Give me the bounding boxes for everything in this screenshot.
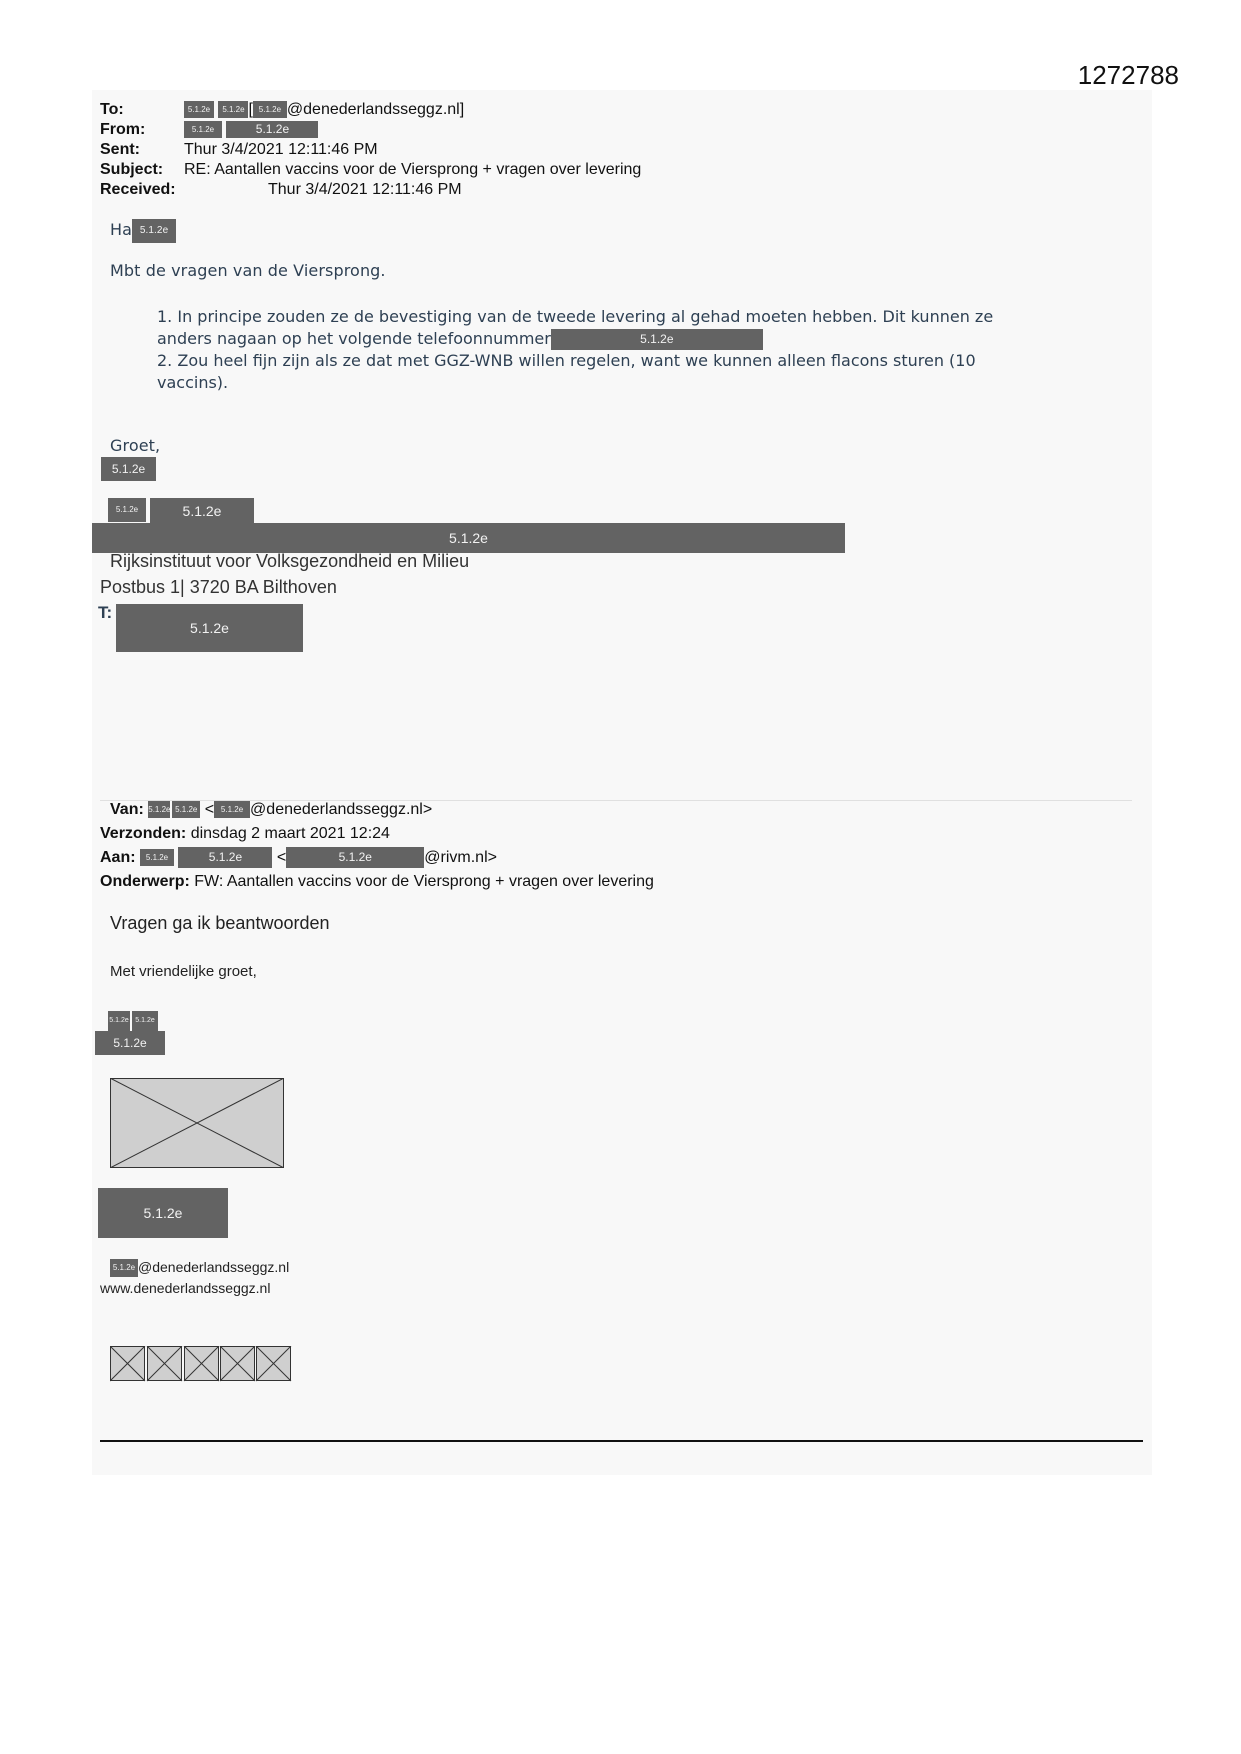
redaction: 5.1.2e <box>108 1011 130 1031</box>
email-address-row <box>110 1257 289 1277</box>
redaction: 5.1.2e <box>108 498 146 522</box>
redaction: 5.1.2e <box>226 121 318 138</box>
redaction: 5.1.2e <box>148 801 170 818</box>
org-name: Rijksinstituut voor Volksgezondheid en Milieu <box>110 551 470 571</box>
address: Postbus 1| 3720 BA Bilthoven <box>100 577 337 597</box>
from-row <box>100 120 318 140</box>
verzonden-label: Verzonden: <box>100 825 187 842</box>
verzonden-row <box>100 822 390 846</box>
social-broken-image-icon <box>184 1346 219 1381</box>
onderwerp-row <box>100 870 654 894</box>
aan-label: Aan: <box>100 849 136 866</box>
redaction: 5.1.2e <box>218 101 248 118</box>
to-address-suffix: @denederlandsseggz.nl] <box>286 101 465 118</box>
aan-row: Aan: 5.1.2e 5.1.2e < 5.1.2e @rivm.nl> <box>100 846 497 870</box>
subject-label: Subject: <box>100 161 164 178</box>
greeting <box>110 218 176 243</box>
redaction: 5.1.2e <box>110 1259 138 1277</box>
list-item-2-line-1: 2. Zou heel fijn zijn als ze dat met GGZ-WNB willen regelen, want we kunnen alleen flacons sturen (10 <box>157 351 976 370</box>
bottom-rule <box>100 1440 1143 1442</box>
redaction: 5.1.2e <box>95 1031 165 1055</box>
van-label: Van: <box>110 801 144 818</box>
social-icons-row <box>110 1346 292 1382</box>
van-row: Van: 5.1.2e 5.1.2e < 5.1.2e @denederlandsseggz.nl> <box>110 801 433 818</box>
aan-address-suffix: @rivm.nl> <box>424 849 497 866</box>
redaction: 5.1.2e <box>98 1188 228 1238</box>
redaction: 5.1.2e <box>178 847 272 868</box>
social-broken-image-icon <box>147 1346 182 1381</box>
received-row <box>100 180 462 200</box>
onderwerp-value: FW: Aantallen vaccins voor de Viersprong + vragen over levering <box>194 873 654 890</box>
redaction: 5.1.2e <box>92 523 845 553</box>
sent-label: Sent: <box>100 141 140 158</box>
van-address-suffix: @denederlandsseggz.nl> <box>250 801 433 818</box>
website-text: www.denederlandsseggz.nl <box>100 1280 271 1296</box>
redaction: 5.1.2e <box>116 604 303 652</box>
redaction: 5.1.2e <box>150 498 254 524</box>
to-row: To: 5.1.2e 5.1.2e [ 5.1.2e @denederlandsseggz.nl] <box>100 101 465 118</box>
redaction: 5.1.2e <box>286 847 424 868</box>
phone-label: T: <box>98 603 113 622</box>
redaction: 5.1.2e <box>184 101 214 118</box>
closing-text-2: Met vriendelijke groet, <box>110 963 257 980</box>
received-label: Received: <box>100 181 176 198</box>
onderwerp-label: Onderwerp: <box>100 873 190 890</box>
social-broken-image-icon <box>110 1346 145 1381</box>
redaction: 5.1.2e <box>132 1011 158 1031</box>
redaction: 5.1.2e <box>140 849 174 866</box>
from-label: From: <box>100 121 146 138</box>
sent-row <box>100 140 378 160</box>
closing-text: Groet, <box>110 436 161 455</box>
redaction: 5.1.2e <box>132 219 176 243</box>
to-label: To: <box>100 101 124 118</box>
redaction: 5.1.2e <box>253 101 287 118</box>
received-value: Thur 3/4/2021 12:11:46 PM <box>268 181 462 198</box>
sent-value: Thur 3/4/2021 12:11:46 PM <box>184 141 378 158</box>
subject-value: RE: Aantallen vaccins voor de Viersprong + vragen over levering <box>184 161 642 178</box>
list-item-2-line-2: vaccins). <box>157 373 229 392</box>
redaction: 5.1.2e <box>101 457 156 481</box>
redaction: 5.1.2e <box>172 801 200 818</box>
list-item-1-line-1: 1. In principe zouden ze de bevestiging van de tweede levering al gehad moeten hebben. Dit kunnen ze <box>157 307 994 326</box>
redaction: 5.1.2e <box>184 121 222 138</box>
social-broken-image-icon <box>220 1346 255 1381</box>
email-address-suffix: @denederlandsseggz.nl <box>138 1259 290 1275</box>
redaction: 5.1.2e <box>551 329 763 350</box>
answer-list <box>157 306 1087 394</box>
broken-image-icon <box>110 1078 284 1168</box>
subject-row <box>100 160 641 180</box>
intro-text: Mbt de vragen van de Viersprong. <box>110 261 386 280</box>
verzonden-value: dinsdag 2 maart 2021 12:24 <box>190 825 390 842</box>
list-item-1-line-2: anders nagaan op het volgende telefoonnummer 5.1.2e <box>157 328 1087 350</box>
social-broken-image-icon <box>256 1346 291 1381</box>
document-number: 1272788 <box>1077 60 1179 90</box>
body-text: Vragen ga ik beantwoorden <box>110 913 330 933</box>
redaction: 5.1.2e <box>214 801 250 818</box>
greeting-text: Ha <box>110 220 133 239</box>
